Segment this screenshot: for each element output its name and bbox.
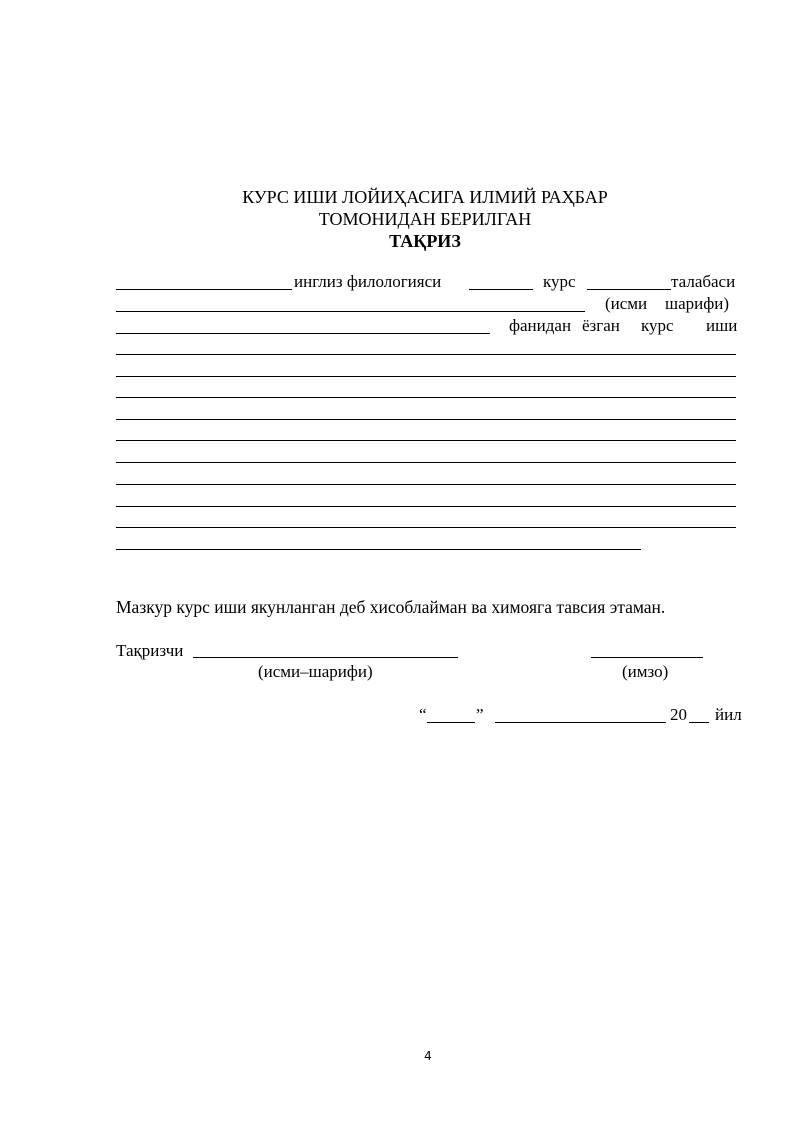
review-line[interactable] [116,506,736,507]
philology-label: инглиз филологияси [294,272,442,291]
subject-label: фанидан [509,316,572,335]
student-label: талабаси [671,272,736,291]
blank-month[interactable] [495,722,666,723]
review-line[interactable] [116,484,736,485]
review-line[interactable] [116,440,736,441]
signature-caption: (имзо) [622,662,669,681]
year-prefix: 20 [670,705,687,724]
course-label-2: курс [641,316,674,335]
review-line[interactable] [116,419,736,420]
written-label: ёзган [582,316,620,335]
title-line-2: ТОМОНИДАН БЕРИЛГАН [318,209,532,229]
date-close-quote: ” [476,705,484,724]
name-caption: (исми–шарифи) [258,662,373,681]
course-label: курс [543,272,576,291]
review-line-last[interactable] [116,549,641,550]
page-number: 4 [424,1049,432,1063]
conclusion-text: Мазкур курс иши якунланган деб хисоблайман ва химояга тавсия этаман. [116,597,666,617]
blank-reviewer-name[interactable] [193,657,458,658]
review-line[interactable] [116,397,736,398]
name-hint-1: (исми [605,294,648,313]
blank-subject[interactable] [116,333,490,334]
blank-signature[interactable] [591,657,703,658]
review-line[interactable] [116,354,736,355]
title-line-3: ТАҚРИЗ [389,231,461,251]
title-line-1: КУРС ИШИ ЛОЙИҲАСИГА ИЛМИЙ РАҲБАР [242,187,608,207]
year-word: йил [715,705,742,724]
review-line[interactable] [116,527,736,528]
blank-group[interactable] [587,289,671,290]
name-hint-2: шарифи) [665,294,730,313]
date-open-quote: “ [419,705,427,724]
review-line[interactable] [116,462,736,463]
review-line[interactable] [116,376,736,377]
reviewer-label: Тақризчи [116,641,184,660]
blank-day[interactable] [427,722,475,723]
blank-student-name[interactable] [116,289,292,290]
blank-year[interactable] [689,722,709,723]
blank-full-name[interactable] [116,311,585,312]
blank-course-number[interactable] [469,289,533,290]
work-label: иши [706,316,738,335]
